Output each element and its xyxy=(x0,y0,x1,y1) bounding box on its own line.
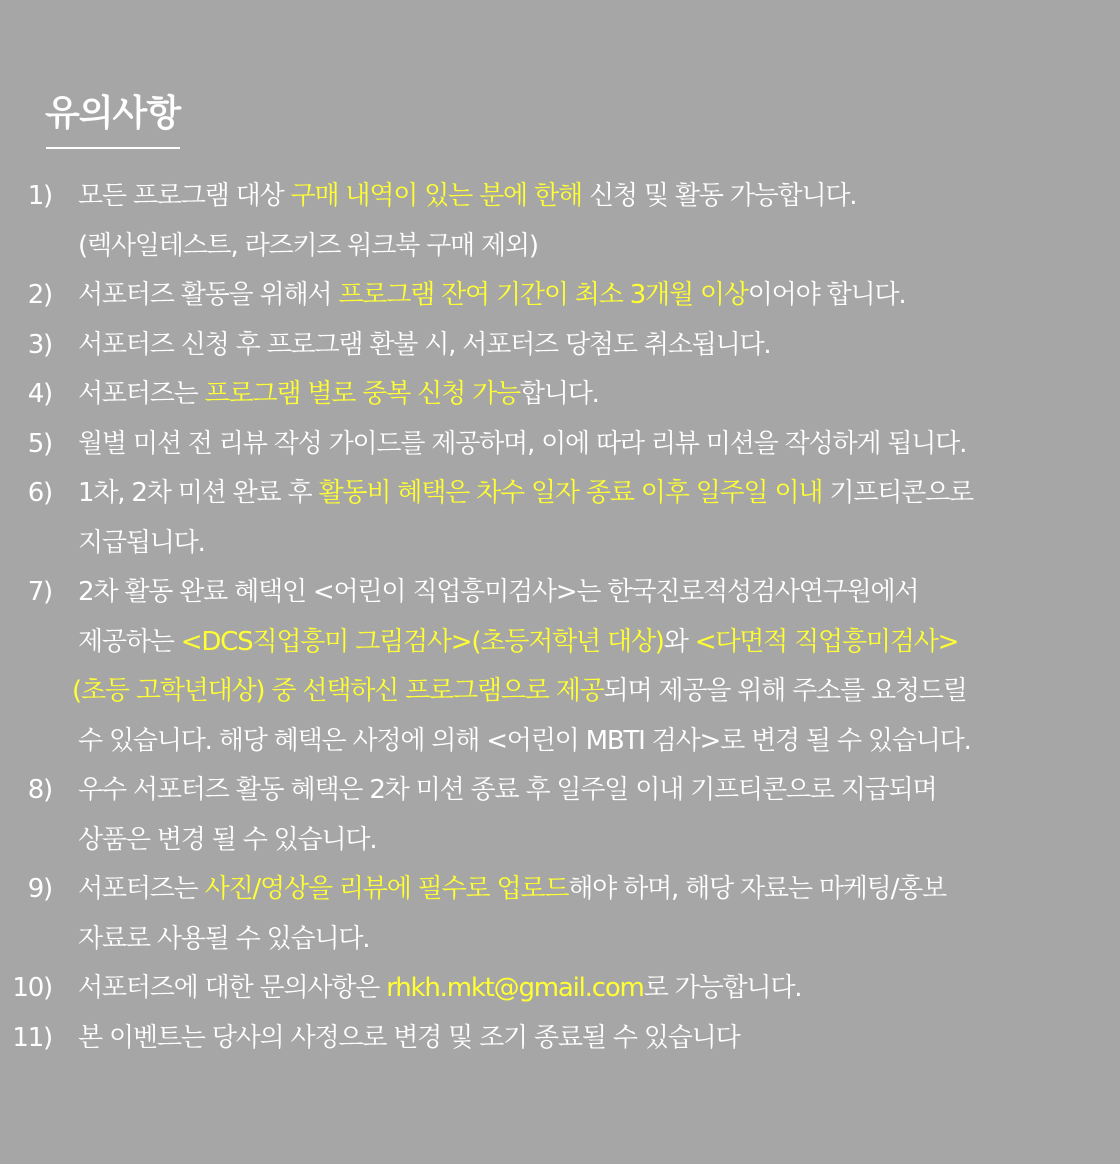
item-text: 합니다. xyxy=(519,379,599,409)
highlight-text: 프로그램 잔여 기간이 최소 3개월 이상 xyxy=(338,280,748,310)
notice-item-4 xyxy=(0,370,1098,420)
item-text: 이어야 합니다. xyxy=(747,280,906,310)
item-line xyxy=(78,172,1098,222)
highlight-text: 프로그램 별로 중복 신청 가능 xyxy=(204,379,520,409)
item-number: 11) xyxy=(12,1022,52,1053)
item-line xyxy=(78,1014,1098,1064)
item-number: 9) xyxy=(27,874,52,904)
item-number: 2) xyxy=(27,280,52,310)
page-title: 유의사항 xyxy=(45,93,181,134)
item-text: 2차 활동 완료 혜택인 <어린이 직업흥미검사>는 한국진로적성검사연구원에서 xyxy=(78,577,919,607)
item-line xyxy=(78,469,1098,519)
item-line xyxy=(78,321,1098,371)
highlight-text: (초등 고학년대상) 중 선택하신 프로그램으로 제공 xyxy=(72,676,604,706)
item-line xyxy=(78,717,1098,767)
item-line xyxy=(78,271,1098,321)
item-line xyxy=(72,667,1098,717)
item-number: 7) xyxy=(27,577,52,607)
notice-item-5 xyxy=(0,420,1098,470)
item-number: 4) xyxy=(27,379,52,409)
highlight-text: 구매 내역이 있는 분에 한해 xyxy=(290,181,582,211)
item-line xyxy=(78,915,1098,965)
notice-item-6 xyxy=(0,469,1098,568)
item-line xyxy=(78,766,1098,816)
item-text: 서포터즈는 xyxy=(78,379,205,409)
item-line xyxy=(78,420,1098,470)
item-text: 수 있습니다. 해당 혜택은 사정에 의해 <어린이 MBTI 검사>로 변경 될 수 있습니다. xyxy=(78,725,971,756)
title-underline xyxy=(46,147,180,149)
item-text: 로 가능합니다. xyxy=(643,973,802,1003)
item-number: 8) xyxy=(27,775,52,805)
item-text: (렉사일테스트, 라즈키즈 워크북 구매 제외) xyxy=(78,230,538,261)
item-text: 서포터즈에 대한 문의사항은 xyxy=(78,973,387,1003)
item-number: 3) xyxy=(27,329,52,360)
highlight-text: 활동비 혜택은 차수 일자 종료 이후 일주일 이내 xyxy=(318,478,823,508)
item-line xyxy=(78,816,1098,866)
item-text: 1차, 2차 미션 완료 후 xyxy=(78,478,319,508)
highlight-text: 사진/영상을 리뷰에 필수로 업로드 xyxy=(204,874,569,904)
notice-item-11 xyxy=(0,1014,1098,1064)
item-line xyxy=(78,865,1098,915)
item-text: 서포터즈 활동을 위해서 xyxy=(78,280,339,310)
item-line xyxy=(78,519,1098,569)
notice-item-10 xyxy=(0,964,1098,1014)
item-text: 제공하는 xyxy=(78,626,181,657)
item-line xyxy=(78,618,1098,668)
notice-item-9 xyxy=(0,865,1098,964)
item-number: 1) xyxy=(27,181,52,211)
item-text: 본 이벤트는 당사의 사정으로 변경 및 조기 종료될 수 있습니다 xyxy=(78,1022,740,1053)
item-text: 기프티콘으로 xyxy=(822,478,973,508)
item-text: 신청 및 활동 가능합니다. xyxy=(581,181,857,211)
item-line xyxy=(78,222,1098,272)
notice-item-2 xyxy=(0,271,1098,321)
item-number: 5) xyxy=(27,428,52,459)
item-text: 우수 서포터즈 활동 혜택은 2차 미션 종료 후 일주일 이내 기프티콘으로 지급되며 xyxy=(78,775,937,805)
contact-email: rhkh.mkt@gmail.com xyxy=(386,973,644,1003)
item-number: 10) xyxy=(12,973,52,1003)
item-line xyxy=(78,370,1098,420)
item-text: 모든 프로그램 대상 xyxy=(78,181,291,211)
notice-item-1 xyxy=(0,172,1098,271)
notice-item-7 xyxy=(0,568,1098,766)
item-text: 서포터즈는 xyxy=(78,874,205,904)
item-text: 자료로 사용될 수 있습니다. xyxy=(78,923,370,954)
notice-item-8 xyxy=(0,766,1098,865)
item-line xyxy=(78,568,1098,618)
item-text: 와 xyxy=(663,626,695,657)
item-number: 6) xyxy=(27,478,52,508)
notice-list xyxy=(0,172,1120,1063)
item-text: 지급됩니다. xyxy=(78,527,205,558)
item-line xyxy=(78,964,1098,1014)
item-text: 해야 하며, 해당 자료는 마케팅/홍보 xyxy=(568,874,946,904)
item-text: 상품은 변경 될 수 있습니다. xyxy=(78,824,377,855)
item-text: 되며 제공을 위해 주소를 요청드릴 xyxy=(603,676,967,706)
notice-item-3 xyxy=(0,321,1098,371)
highlight-text: <다면적 직업흥미검사> xyxy=(694,626,959,657)
item-text: 서포터즈 신청 후 프로그램 환불 시, 서포터즈 당첨도 취소됩니다. xyxy=(78,329,771,360)
item-text: 월별 미션 전 리뷰 작성 가이드를 제공하며, 이에 따라 리뷰 미션을 작성하게 됩니다. xyxy=(78,428,967,459)
highlight-text: <DCS직업흥미 그림검사>(초등저학년 대상) xyxy=(180,626,664,657)
